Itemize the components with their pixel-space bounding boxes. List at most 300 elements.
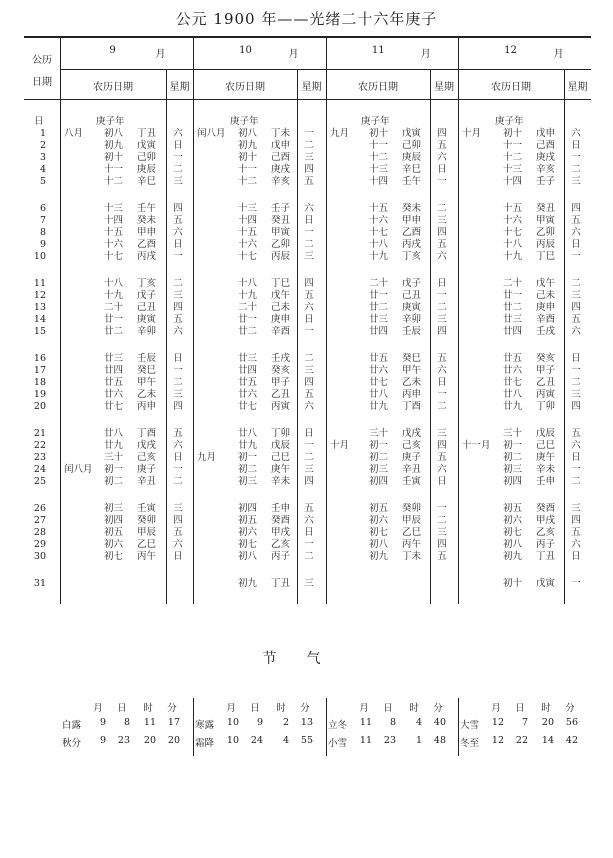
ganzhi: 戊辰 [536,428,556,439]
jieqi-value: 11 [359,735,372,746]
lunar-day: 十二 [503,152,523,163]
ganzhi: 癸酉 [271,515,291,526]
ganzhi: 庚寅 [137,314,157,325]
ganzhi: 辛丑 [402,464,422,475]
ganzhi: 丁丑 [271,578,291,589]
week-divider-3 [564,69,565,604]
weekday: 二 [571,476,581,487]
lunar-day: 初五 [503,503,523,514]
ganzhi: 辛丑 [137,476,157,487]
weekday: 日 [437,164,447,175]
ganzhi: 己未 [536,290,556,301]
lunar-day: 廿七 [369,377,389,388]
day-number: 26 [33,503,46,514]
jieqi-value: 42 [565,735,578,746]
year-label: 庚子年 [230,116,259,127]
weekday: 日 [173,140,183,151]
weekday: 五 [571,215,581,226]
header-month-number: 11 [371,45,385,56]
jieqi-value: 12 [491,735,504,746]
weekday: 三 [304,578,314,589]
ganzhi: 壬子 [536,176,556,187]
ganzhi: 戊戌 [137,440,157,451]
ganzhi: 己丑 [402,290,422,301]
group-divider-0 [60,36,61,604]
ganzhi: 甲辰 [137,527,157,538]
ganzhi: 乙卯 [536,227,556,238]
jieqi-value: 7 [521,717,528,728]
lunar-month-marker: 闰八月 [64,464,93,475]
jieqi-name: 大雪 [460,720,480,731]
header-xingqi: 星期 [301,82,322,93]
header-month-number: 9 [109,45,116,56]
lunar-day: 廿七 [503,377,523,388]
weekday: 四 [571,203,581,214]
jieqi-value: 10 [226,735,239,746]
lunar-day: 十二 [369,152,389,163]
lunar-day: 廿四 [369,326,389,337]
lunar-day: 十三 [238,203,258,214]
jieqi-value: 4 [282,735,289,746]
weekday: 三 [173,176,183,187]
lunar-day: 十六 [104,239,124,250]
weekday: 一 [571,152,581,163]
ganzhi: 壬辰 [402,326,422,337]
ganzhi: 乙未 [402,377,422,388]
ganzhi: 壬寅 [137,503,157,514]
day-number: 12 [33,290,46,301]
lunar-day: 初六 [503,515,523,526]
ganzhi: 丁巳 [536,251,556,262]
weekday: 六 [437,152,447,163]
ganzhi: 壬午 [402,176,422,187]
ganzhi: 乙酉 [402,227,422,238]
weekday: 四 [437,128,447,139]
weekday: 一 [304,326,314,337]
ganzhi: 己未 [271,302,291,313]
ganzhi: 甲辰 [402,515,422,526]
lunar-day: 廿三 [104,353,124,364]
lunar-day: 初九 [238,140,258,151]
ganzhi: 己卯 [402,140,422,151]
jieqi-divider [193,698,194,756]
ganzhi: 壬子 [271,203,291,214]
lunar-day: 初八 [238,551,258,562]
lunar-day: 廿八 [503,389,523,400]
lunar-day: 二十 [369,278,389,289]
lunar-day: 初七 [104,551,124,562]
ganzhi: 辛巳 [402,164,422,175]
weekday: 三 [173,290,183,301]
ganzhi: 壬申 [536,476,556,487]
ganzhi: 辛亥 [271,176,291,187]
lunar-day: 廿六 [104,389,124,400]
ganzhi: 壬辰 [137,353,157,364]
lunar-day: 初二 [503,452,523,463]
weekday: 六 [437,365,447,376]
jieqi-header: 时 [409,703,419,714]
weekday: 五 [304,503,314,514]
header-month-label: 月 [420,49,431,60]
ganzhi: 戊寅 [402,128,422,139]
lunar-day: 初七 [369,527,389,538]
weekday: 五 [437,140,447,151]
weekday: 二 [571,377,581,388]
ganzhi: 癸丑 [536,203,556,214]
lunar-day: 十四 [238,215,258,226]
ganzhi: 辛卯 [137,326,157,337]
lunar-day: 初六 [369,515,389,526]
ganzhi: 甲子 [271,377,291,388]
weekday: 三 [304,464,314,475]
jieqi-value: 9 [99,735,106,746]
lunar-day: 廿二 [104,326,124,337]
ganzhi: 庚申 [271,314,291,325]
lunar-day: 十九 [503,251,523,262]
jieqi-value: 20 [143,735,156,746]
weekday: 二 [304,239,314,250]
year-label: 庚子年 [361,116,390,127]
jieqi-value: 22 [515,735,528,746]
ganzhi: 甲申 [137,227,157,238]
weekday: 一 [304,440,314,451]
lunar-day: 廿二 [503,302,523,313]
weekday: 四 [571,515,581,526]
weekday: 二 [437,401,447,412]
weekday: 日 [571,452,581,463]
ganzhi: 乙巳 [137,539,157,550]
lunar-day: 初十 [503,578,523,589]
weekday: 二 [173,164,183,175]
weekday: 日 [437,278,447,289]
ganzhi: 乙丑 [536,377,556,388]
weekday: 一 [571,251,581,262]
lunar-day: 廿九 [369,401,389,412]
lunar-day: 廿四 [503,326,523,337]
weekday: 三 [571,389,581,400]
group-divider-3 [458,36,459,604]
lunar-day: 初六 [104,539,124,550]
weekday: 一 [173,152,183,163]
header-month-number: 12 [504,45,517,56]
weekday: 五 [173,527,183,538]
weekday: 五 [437,239,447,250]
ganzhi: 己丑 [137,302,157,313]
ganzhi: 癸巳 [402,353,422,364]
ganzhi: 己卯 [137,152,157,163]
ganzhi: 丁酉 [402,401,422,412]
header-xingqi: 星期 [434,82,454,93]
lunar-day: 廿九 [238,440,258,451]
lunar-day: 廿四 [238,365,258,376]
lunar-day: 十八 [104,278,124,289]
jieqi-value: 12 [491,717,504,728]
header-gongli: 公历 [32,55,52,66]
lunar-day: 初十 [503,128,523,139]
jieqi-name: 立冬 [328,720,348,731]
ganzhi: 戊寅 [137,140,157,151]
lunar-day: 廿八 [104,428,124,439]
jieqi-header: 月 [226,703,236,714]
jieqi-value: 56 [565,717,578,728]
ganzhi: 甲申 [402,215,422,226]
day-number: 11 [33,278,46,289]
weekday: 一 [437,389,447,400]
jieqi-value: 8 [389,717,396,728]
ganzhi: 乙卯 [271,239,291,250]
lunar-month-marker: 十月 [330,440,350,451]
lunar-day: 初五 [369,503,389,514]
weekday: 六 [571,326,581,337]
jieqi-value: 23 [383,735,396,746]
jieqi-value: 10 [226,717,239,728]
weekday: 六 [571,440,581,451]
weekday: 日 [571,551,581,562]
page-title: 公元 1900 年——光绪二十六年庚子 [175,10,438,28]
lunar-month-marker: 十一月 [462,440,491,451]
lunar-day: 十一 [503,140,523,151]
day-number: 28 [33,527,46,538]
lunar-day: 廿一 [104,314,124,325]
weekday: 四 [173,515,183,526]
lunar-day: 初九 [503,551,523,562]
jieqi-header: 日 [117,703,127,714]
weekday: 六 [571,128,581,139]
ganzhi: 戊子 [137,290,157,301]
ganzhi: 庚午 [271,464,291,475]
ganzhi: 庚戌 [536,152,556,163]
ganzhi: 壬午 [137,203,157,214]
header-bottom-rule [24,99,591,100]
weekday: 五 [304,389,314,400]
weekday: 六 [571,227,581,238]
lunar-day: 初三 [238,476,258,487]
weekday: 四 [437,227,447,238]
ganzhi: 戊午 [271,290,291,301]
ganzhi: 丁巳 [271,278,291,289]
lunar-day: 廿九 [503,401,523,412]
weekday: 六 [173,539,183,550]
weekday: 四 [437,440,447,451]
lunar-day: 廿五 [104,377,124,388]
ganzhi: 癸亥 [536,353,556,364]
jieqi-value: 17 [167,717,180,728]
lunar-day: 初二 [369,452,389,463]
lunar-day: 十六 [369,215,389,226]
weekday: 三 [173,503,183,514]
lunar-day: 廿二 [369,302,389,313]
lunar-day: 二十 [104,302,124,313]
day-number: 22 [33,440,46,451]
ganzhi: 辛未 [271,476,291,487]
ganzhi: 癸亥 [271,365,291,376]
jieqi-header: 月 [491,703,501,714]
weekday: 六 [304,401,314,412]
day-number: 18 [33,377,46,388]
lunar-day: 初四 [238,503,258,514]
weekday: 六 [173,440,183,451]
weekday: 二 [173,377,183,388]
ganzhi: 丁卯 [536,401,556,412]
lunar-day: 三十 [104,452,124,463]
weekday: 一 [173,251,183,262]
ganzhi: 庚辰 [402,152,422,163]
weekday: 五 [437,452,447,463]
lunar-day: 初九 [238,578,258,589]
jieqi-value: 1 [415,735,422,746]
day-number: 5 [39,176,46,187]
ganzhi: 癸卯 [402,503,422,514]
weekday: 日 [571,140,581,151]
ganzhi: 庚寅 [402,302,422,313]
jieqi-value: 13 [300,717,313,728]
weekday: 六 [437,251,447,262]
weekday: 五 [437,353,447,364]
lunar-day: 廿三 [369,314,389,325]
lunar-day: 十五 [369,203,389,214]
weekday: 四 [304,377,314,388]
jieqi-value: 2 [282,717,289,728]
weekday: 二 [571,164,581,175]
ganzhi: 庚辰 [137,164,157,175]
jieqi-header: 时 [143,703,153,714]
lunar-day: 三十 [369,428,389,439]
week-divider-0 [166,69,167,604]
jieqi-header: 日 [515,703,525,714]
ganzhi: 戊申 [271,140,291,151]
week-divider-2 [430,69,431,604]
ganzhi: 壬戌 [271,353,291,364]
ganzhi: 己酉 [536,140,556,151]
lunar-day: 初十 [238,152,258,163]
lunar-day: 廿七 [104,401,124,412]
weekday: 二 [304,353,314,364]
weekday: 五 [304,176,314,187]
ganzhi: 戊辰 [271,440,291,451]
ganzhi: 甲寅 [536,215,556,226]
ganzhi: 丙寅 [536,389,556,400]
lunar-day: 十七 [503,227,523,238]
weekday: 一 [437,503,447,514]
day-number: 25 [33,476,46,487]
ganzhi: 乙未 [137,389,157,400]
weekday: 三 [173,389,183,400]
lunar-day: 初八 [369,539,389,550]
day-number: 27 [33,515,46,526]
jieqi-header: 月 [359,703,369,714]
ganzhi: 丁未 [271,128,291,139]
weekday: 三 [304,251,314,262]
weekday: 三 [571,503,581,514]
lunar-day: 初七 [238,539,258,550]
lunar-day: 初九 [104,140,124,151]
day-number: 9 [39,239,46,250]
ganzhi: 丁酉 [137,428,157,439]
lunar-month-marker: 九月 [330,128,350,139]
lunar-day: 十四 [369,176,389,187]
jieqi-header: 时 [276,703,286,714]
lunar-day: 十五 [238,227,258,238]
weekday: 二 [437,302,447,313]
weekday: 二 [304,551,314,562]
weekday: 一 [571,578,581,589]
lunar-day: 初四 [369,476,389,487]
jieqi-value: 14 [541,735,554,746]
ganzhi: 乙巳 [402,527,422,538]
lunar-day: 十九 [238,290,258,301]
header-nongli: 农历日期 [225,82,265,93]
lunar-day: 十二 [104,176,124,187]
lunar-day: 廿一 [238,314,258,325]
lunar-day: 廿八 [369,389,389,400]
day-number: 21 [33,428,46,439]
jieqi-header: 分 [300,703,310,714]
weekday: 四 [437,326,447,337]
ganzhi: 辛卯 [402,314,422,325]
weekday: 二 [437,515,447,526]
weekday: 一 [571,365,581,376]
jieqi-header: 时 [541,703,551,714]
year-label: 庚子年 [96,116,125,127]
jieqi-name: 冬至 [460,738,480,749]
ganzhi: 壬寅 [402,476,422,487]
ganzhi: 丁亥 [402,251,422,262]
group-divider-2 [326,36,327,604]
lunar-day: 二十 [238,302,258,313]
weekday: 四 [304,476,314,487]
ganzhi: 丙午 [137,551,157,562]
ganzhi: 己亥 [137,452,157,463]
lunar-day: 十七 [238,251,258,262]
jieqi-divider [326,698,327,756]
lunar-day: 初一 [369,440,389,451]
lunar-month-marker: 九月 [197,452,217,463]
weekday: 五 [304,290,314,301]
lunar-day: 十七 [369,227,389,238]
ganzhi: 庚申 [536,302,556,313]
weekday: 六 [304,302,314,313]
lunar-day: 十四 [503,176,523,187]
weekday: 六 [304,515,314,526]
header-month-number: 10 [239,45,252,56]
lunar-day: 廿五 [503,353,523,364]
ganzhi: 丁亥 [137,278,157,289]
weekday: 四 [173,302,183,313]
day-number: 29 [33,539,46,550]
lunar-day: 廿二 [238,326,258,337]
weekday: 六 [173,128,183,139]
lunar-month-marker: 闰八月 [197,128,226,139]
lunar-day: 初四 [503,476,523,487]
lunar-day: 十一 [238,164,258,175]
ganzhi: 丙申 [137,401,157,412]
day-number: 8 [39,227,46,238]
lunar-day: 初三 [503,464,523,475]
weekday: 日 [173,239,183,250]
lunar-day: 十三 [369,164,389,175]
weekday: 一 [304,539,314,550]
ganzhi: 辛酉 [536,314,556,325]
weekday: 日 [571,239,581,250]
weekday: 二 [437,203,447,214]
lunar-day: 十六 [503,215,523,226]
lunar-day: 二十 [503,278,523,289]
weekday: 五 [173,314,183,325]
weekday: 五 [571,527,581,538]
lunar-day: 廿九 [104,440,124,451]
lunar-day: 十五 [503,203,523,214]
lunar-day: 初九 [369,551,389,562]
